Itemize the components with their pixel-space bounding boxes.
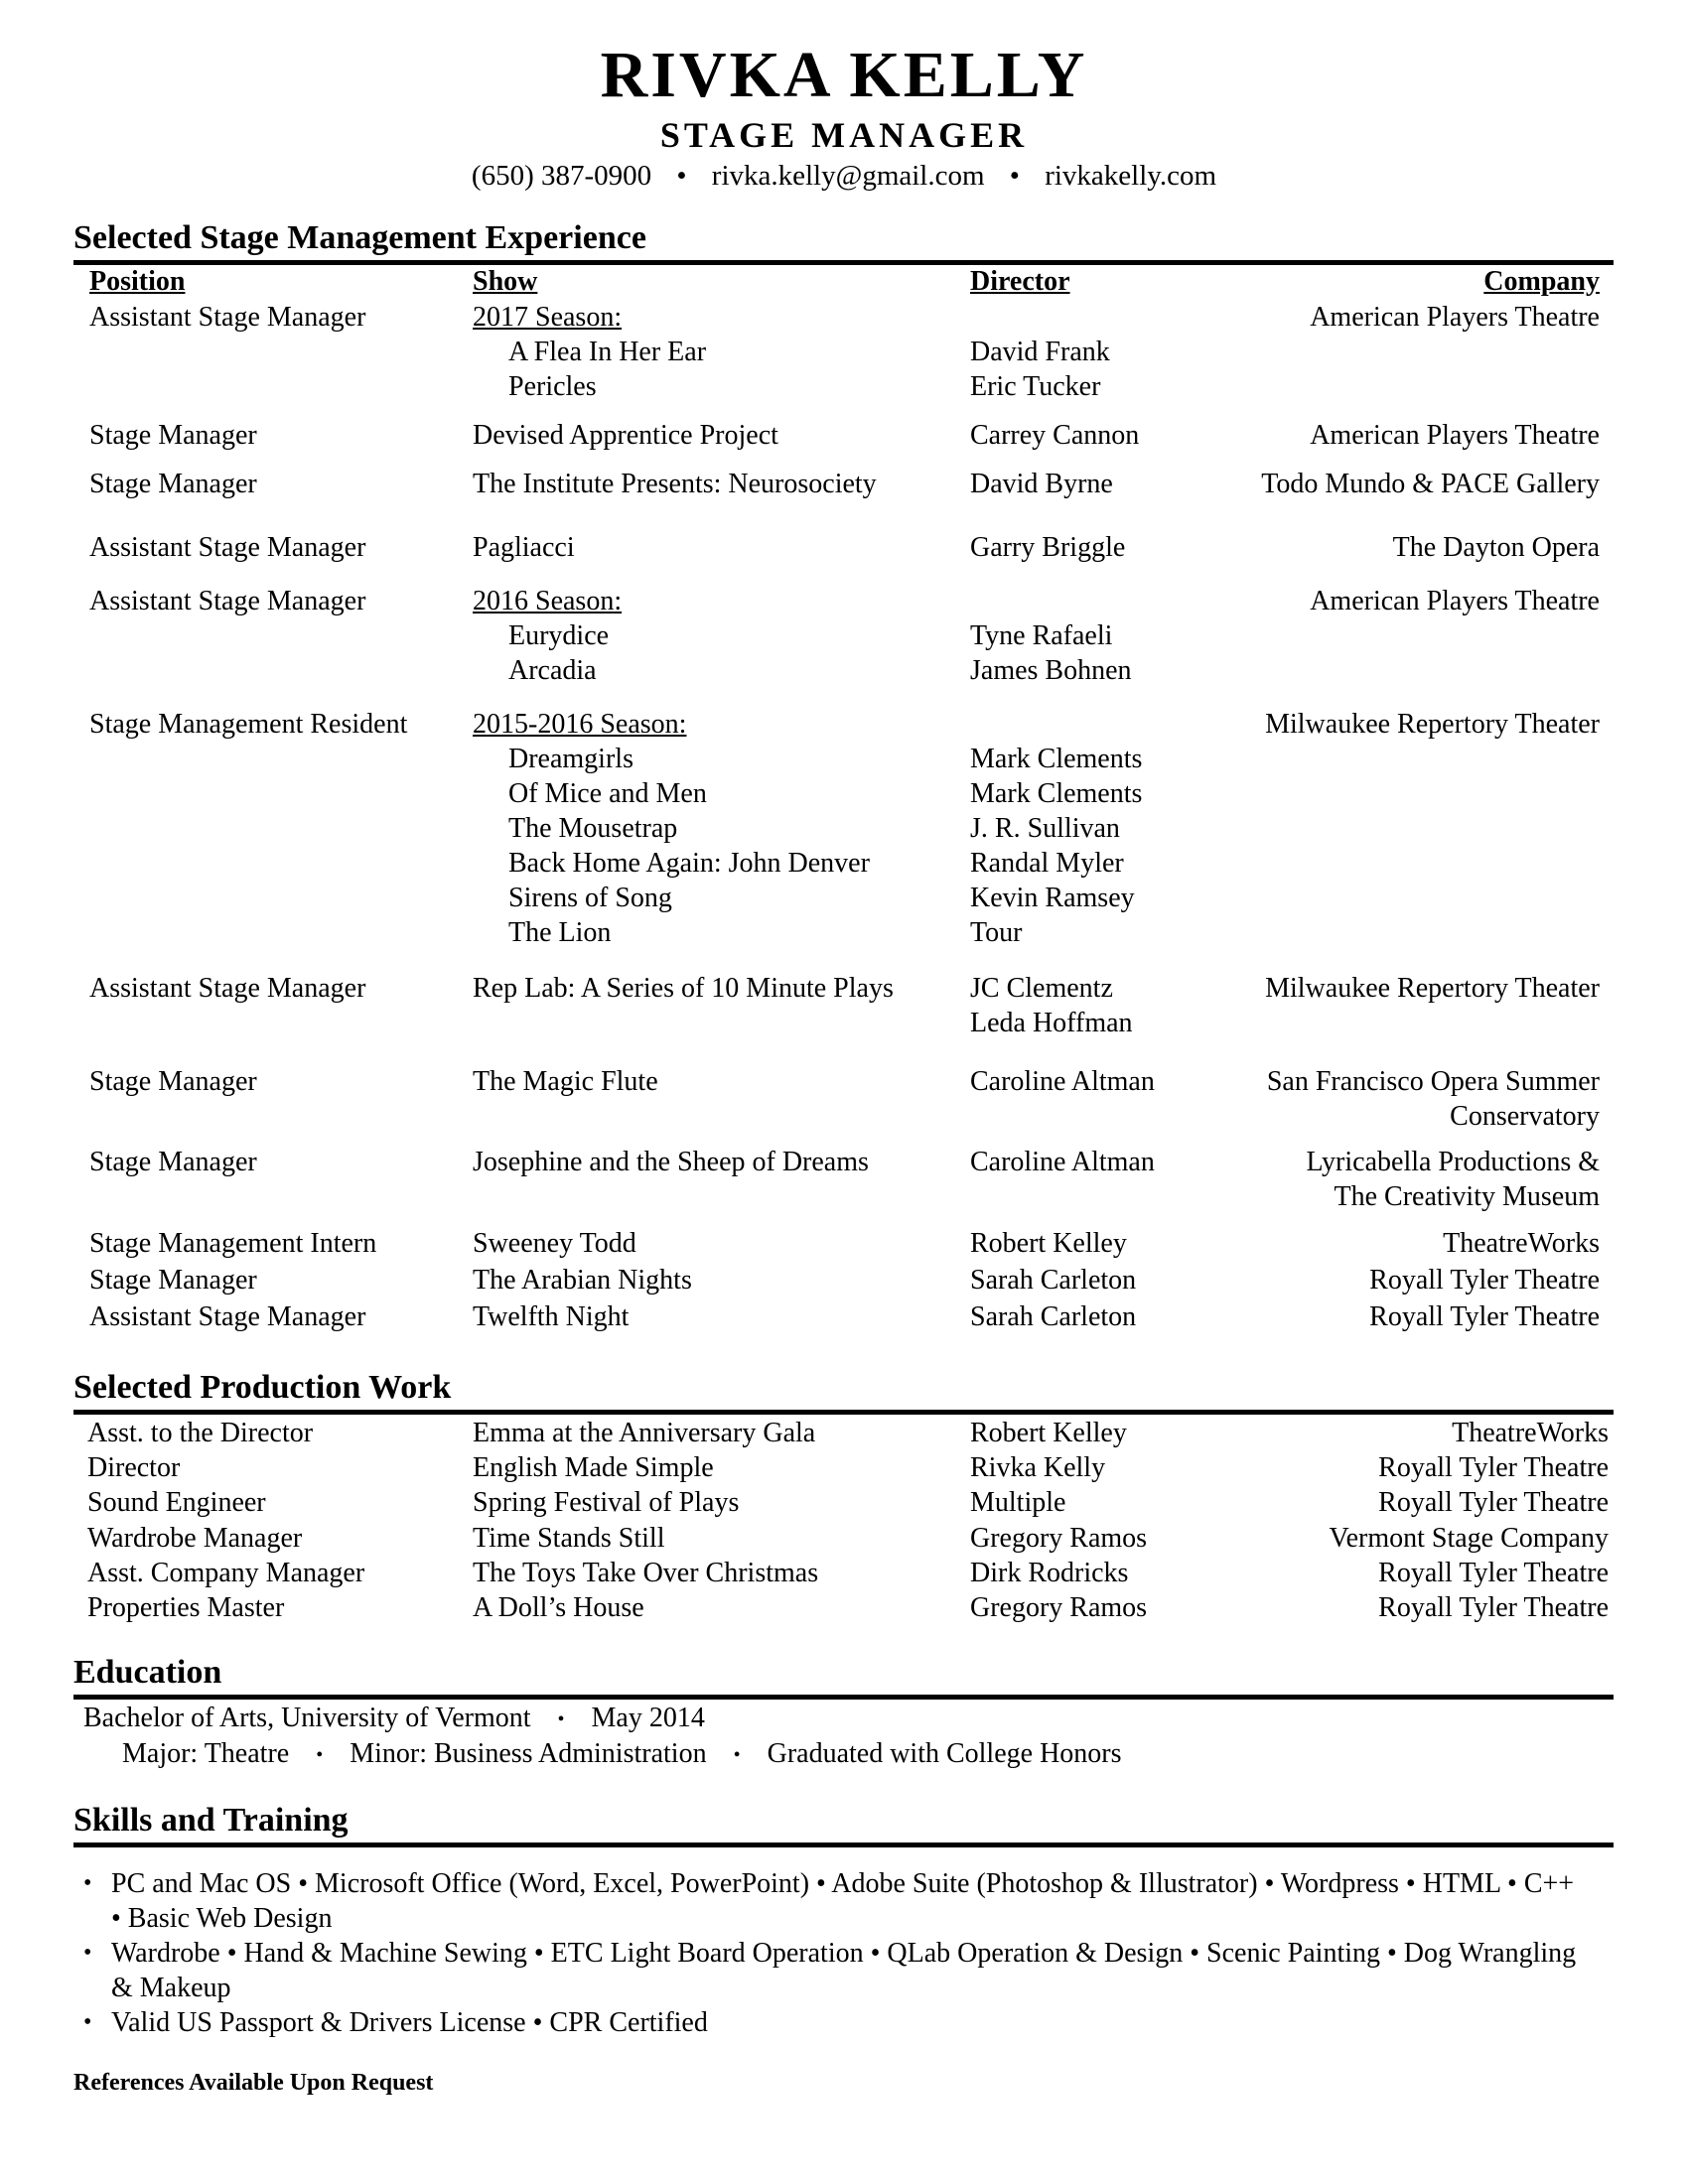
position: Asst. to the Director xyxy=(87,1418,314,1448)
show: Devised Apprentice Project xyxy=(473,420,778,451)
position: Assistant Stage Manager xyxy=(89,532,366,563)
show: Rep Lab: A Series of 10 Minute Plays xyxy=(473,973,894,1004)
show: Of Mice and Men xyxy=(508,778,707,809)
show: The Institute Presents: Neurosociety xyxy=(473,469,877,499)
position: Properties Master xyxy=(87,1592,285,1623)
skill-item xyxy=(79,1936,1589,2005)
director: Rivka Kelly xyxy=(970,1452,1106,1483)
director-list xyxy=(970,300,1110,404)
position: Stage Manager xyxy=(89,420,257,451)
company-line: The Creativity Museum xyxy=(1334,1181,1600,1212)
company: American Players Theatre xyxy=(1310,420,1600,451)
director: Randal Myler xyxy=(970,848,1124,879)
director: Robert Kelley xyxy=(970,1228,1127,1259)
position: Assistant Stage Manager xyxy=(89,973,366,1004)
show: Arcadia xyxy=(508,655,597,686)
director: Tyne Rafaeli xyxy=(970,620,1113,651)
show: A Doll’s House xyxy=(473,1592,644,1623)
bullet-separator: • xyxy=(733,1744,741,1767)
show: Sweeney Todd xyxy=(473,1228,636,1259)
company: Todo Mundo & PACE Gallery xyxy=(1261,469,1600,499)
show: A Flea In Her Ear xyxy=(508,337,707,367)
company: TheatreWorks xyxy=(1443,1228,1600,1259)
show: Pagliacci xyxy=(473,532,575,563)
section-rule xyxy=(73,1410,1614,1415)
director: Eric Tucker xyxy=(970,371,1101,402)
degree: Bachelor of Arts, University of Vermont xyxy=(83,1703,531,1733)
company: American Players Theatre xyxy=(1310,586,1600,616)
director: JC Clementz xyxy=(970,973,1113,1004)
column-header-company: Company xyxy=(1483,266,1600,297)
position: Assistant Stage Manager xyxy=(89,1301,366,1332)
show: Back Home Again: John Denver xyxy=(508,848,870,879)
director: Caroline Altman xyxy=(970,1147,1155,1177)
bullet-icon: • xyxy=(83,1940,92,1966)
position: Stage Manager xyxy=(89,1066,257,1097)
column-header-show: Show xyxy=(473,266,538,297)
show: Spring Festival of Plays xyxy=(473,1487,740,1518)
director: Robert Kelley xyxy=(970,1418,1127,1448)
website-link[interactable]: rivkakelly.com xyxy=(1045,160,1217,192)
director: Caroline Altman xyxy=(970,1066,1155,1097)
column-header-position: Position xyxy=(89,266,186,297)
show: Eurydice xyxy=(508,620,610,651)
job-title: STAGE MANAGER xyxy=(659,115,1029,155)
director: Multiple xyxy=(970,1487,1066,1518)
company: Milwaukee Repertory Theater xyxy=(1265,973,1600,1004)
email-link[interactable]: rivka.kelly@gmail.com xyxy=(711,160,985,192)
director: Leda Hoffman xyxy=(970,1008,1133,1038)
skill-item xyxy=(79,2005,1589,2040)
phone-number: (650) 387-0900 xyxy=(471,160,652,192)
honors: Graduated with College Honors xyxy=(767,1738,1122,1769)
references-note: References Available Upon Request xyxy=(73,2070,434,2096)
section-rule xyxy=(73,260,1614,265)
company xyxy=(1307,1145,1601,1214)
director: J. R. Sullivan xyxy=(970,813,1120,844)
show-list xyxy=(473,707,870,950)
show-list xyxy=(473,300,706,404)
company: Royall Tyler Theatre xyxy=(1369,1301,1600,1332)
education-details-line xyxy=(122,1736,1122,1773)
position: Sound Engineer xyxy=(87,1487,266,1518)
company: Royall Tyler Theatre xyxy=(1378,1592,1609,1623)
company: The Dayton Opera xyxy=(1392,532,1600,563)
skill-text: Wardrobe • Hand & Machine Sewing • ETC Light Board Operation • QLab Operation & Design • Scenic Painting • Dog Wrangling & Makeup xyxy=(111,1938,1577,2003)
company: American Players Theatre xyxy=(1310,302,1600,333)
season-label: 2016 Season: xyxy=(473,586,623,616)
show: English Made Simple xyxy=(473,1452,714,1483)
show: The Mousetrap xyxy=(508,813,678,844)
season-label: 2017 Season: xyxy=(473,302,623,333)
skill-text: Valid US Passport & Drivers License • CPR Certified xyxy=(111,2007,708,2038)
position: Stage Management Intern xyxy=(89,1228,377,1259)
section-rule xyxy=(73,1843,1614,1847)
contact-line xyxy=(0,159,1688,193)
position: Stage Manager xyxy=(89,1265,257,1296)
show: The Magic Flute xyxy=(473,1066,658,1097)
position: Stage Management Resident xyxy=(89,709,408,740)
show: The Lion xyxy=(508,917,612,948)
position: Stage Manager xyxy=(89,1147,257,1177)
company: Royall Tyler Theatre xyxy=(1378,1452,1609,1483)
education-heading: Education xyxy=(73,1654,222,1691)
director: Gregory Ramos xyxy=(970,1592,1148,1623)
major: Major: Theatre xyxy=(122,1738,290,1769)
bullet-separator: • xyxy=(557,1708,565,1731)
section-rule xyxy=(73,1695,1614,1700)
show: The Toys Take Over Christmas xyxy=(473,1558,819,1588)
show: The Arabian Nights xyxy=(473,1265,692,1296)
bullet-separator: • xyxy=(676,160,687,192)
director-list xyxy=(970,707,1142,950)
director-list xyxy=(970,584,1132,688)
skills-list xyxy=(79,1866,1589,2040)
show: Pericles xyxy=(508,371,597,402)
director: Garry Briggle xyxy=(970,532,1126,563)
applicant-name: RIVKA KELLY xyxy=(600,39,1088,111)
director: Tour xyxy=(970,917,1023,948)
director: Kevin Ramsey xyxy=(970,883,1135,913)
director: Sarah Carleton xyxy=(970,1265,1137,1296)
bullet-icon: • xyxy=(83,2009,92,2035)
position: Wardrobe Manager xyxy=(87,1523,303,1554)
director: Mark Clements xyxy=(970,778,1143,809)
show: Josephine and the Sheep of Dreams xyxy=(473,1147,869,1177)
show: Dreamgirls xyxy=(508,744,633,774)
director: Gregory Ramos xyxy=(970,1523,1148,1554)
experience-heading: Selected Stage Management Experience xyxy=(73,219,646,256)
company: TheatreWorks xyxy=(1452,1418,1609,1448)
skill-item xyxy=(79,1866,1589,1936)
bullet-icon: • xyxy=(83,1870,92,1896)
season-label: 2015-2016 Season: xyxy=(473,709,687,740)
company-line: Conservatory xyxy=(1450,1101,1600,1132)
company: Royall Tyler Theatre xyxy=(1378,1487,1609,1518)
skill-text: PC and Mac OS • Microsoft Office (Word, Excel, PowerPoint) • Adobe Suite (Photoshop & Illustrator) • Wordpress • HTML • C++ • Basic Web Design xyxy=(111,1868,1575,1934)
show: Emma at the Anniversary Gala xyxy=(473,1418,816,1448)
show: Twelfth Night xyxy=(473,1301,630,1332)
position: Assistant Stage Manager xyxy=(89,302,366,333)
skills-heading: Skills and Training xyxy=(73,1802,349,1839)
director: Sarah Carleton xyxy=(970,1301,1137,1332)
position: Asst. Company Manager xyxy=(87,1558,365,1588)
company: Royall Tyler Theatre xyxy=(1369,1265,1600,1296)
column-header-director: Director xyxy=(970,266,1070,297)
bullet-separator: • xyxy=(316,1744,324,1767)
director: Mark Clements xyxy=(970,744,1143,774)
position: Stage Manager xyxy=(89,469,257,499)
director: Carrey Cannon xyxy=(970,420,1140,451)
position: Director xyxy=(87,1452,181,1483)
position: Assistant Stage Manager xyxy=(89,586,366,616)
director: Dirk Rodricks xyxy=(970,1558,1129,1588)
company: Vermont Stage Company xyxy=(1329,1523,1609,1554)
production-heading: Selected Production Work xyxy=(73,1369,452,1406)
minor: Minor: Business Administration xyxy=(350,1738,707,1769)
show-list xyxy=(473,584,622,688)
company: Royall Tyler Theatre xyxy=(1378,1558,1609,1588)
director: David Frank xyxy=(970,337,1110,367)
company: Milwaukee Repertory Theater xyxy=(1265,709,1600,740)
company-line: Lyricabella Productions & xyxy=(1306,1147,1600,1177)
graduation-date: May 2014 xyxy=(591,1703,705,1733)
education-degree-line xyxy=(83,1701,705,1737)
director: James Bohnen xyxy=(970,655,1132,686)
company xyxy=(1267,1064,1600,1134)
show: Time Stands Still xyxy=(473,1523,665,1554)
director-list xyxy=(970,971,1133,1040)
show: Sirens of Song xyxy=(508,883,672,913)
director: David Byrne xyxy=(970,469,1113,499)
company-line: San Francisco Opera Summer xyxy=(1266,1066,1600,1097)
bullet-separator: • xyxy=(1009,160,1020,192)
